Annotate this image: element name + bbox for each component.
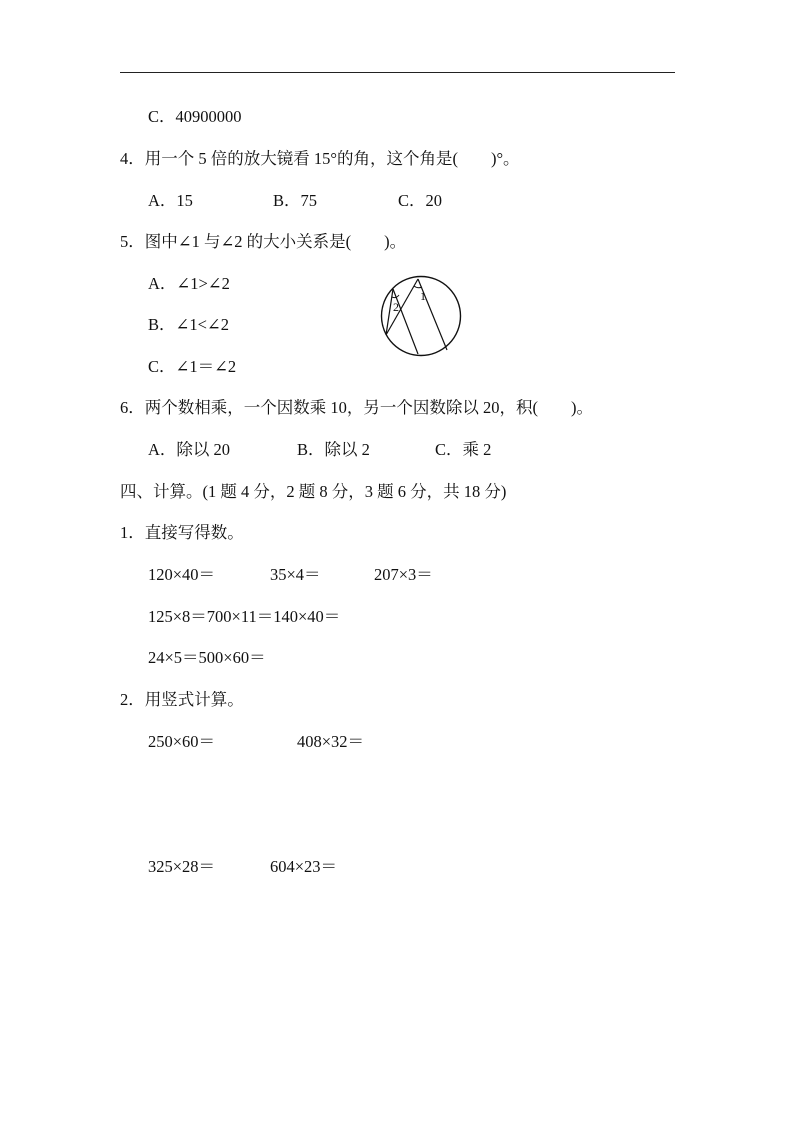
p2-expr: 250×60＝ — [148, 732, 216, 751]
q6-option-a: A．除以 20 — [148, 440, 231, 459]
p2-expr: 408×32＝ — [297, 732, 365, 751]
p2-title: 2．用竖式计算。 — [120, 690, 244, 709]
q5-option-a: A．∠1>∠2 — [148, 274, 230, 293]
chord-middle — [393, 289, 418, 354]
q5-stem: 5．图中∠1 与∠2 的大小关系是( )。 — [120, 232, 407, 251]
p2-expr: 325×28＝ — [148, 857, 216, 876]
angle-1-label: 1 — [420, 289, 426, 303]
q5-option-b: B．∠1<∠2 — [148, 315, 229, 334]
q4-option-a: A．15 — [148, 191, 193, 210]
p1-expr: 120×40＝ — [148, 565, 216, 584]
p1-row2: 125×8＝700×11＝140×40＝ — [148, 607, 341, 626]
q6-stem: 6．两个数相乘，一个因数乘 10，另一个因数除以 20，积( )。 — [120, 398, 593, 417]
q4-stem: 4．用一个 5 倍的放大镜看 15°的角，这个角是( )°。 — [120, 149, 520, 168]
angle-2-label: 2 — [393, 300, 399, 314]
p1-title: 1．直接写得数。 — [120, 523, 244, 542]
q4-option-b: B．75 — [273, 191, 318, 210]
p1-expr: 35×4＝ — [270, 565, 321, 584]
q5-option-c: C．∠1＝∠2 — [148, 357, 237, 376]
q6-option-b: B．除以 2 — [297, 440, 370, 459]
q4-option-c: C．20 — [398, 191, 443, 210]
p2-expr: 604×23＝ — [270, 857, 338, 876]
section4-title: 四、计算。(1 题 4 分，2 题 8 分，3 题 6 分，共 18 分) — [120, 482, 507, 501]
q3-option-c: C．40900000 — [148, 107, 242, 126]
p1-expr: 207×3＝ — [374, 565, 433, 584]
header-rule — [120, 72, 675, 73]
q6-option-c: C．乘 2 — [435, 440, 492, 459]
p1-row3: 24×5＝500×60＝ — [148, 648, 266, 667]
angle-circle-figure — [378, 275, 464, 357]
